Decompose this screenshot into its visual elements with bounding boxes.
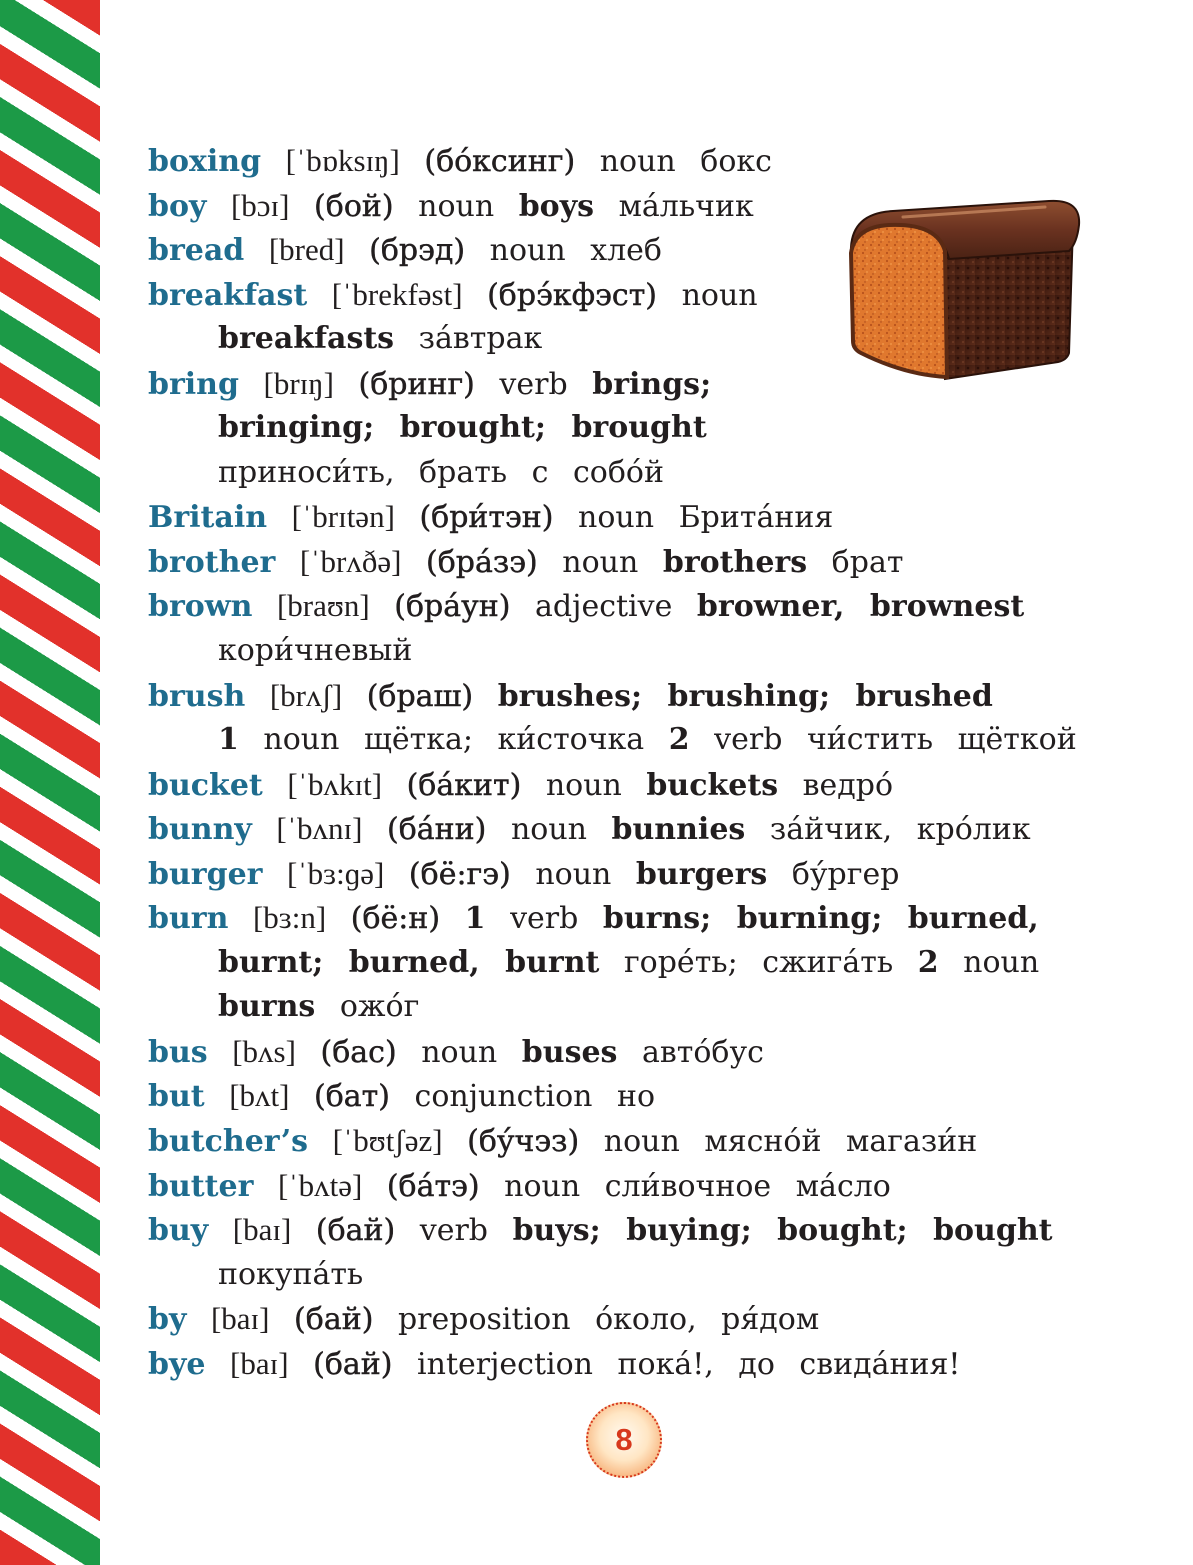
russian-transcription: (ба́ни) [387,812,487,848]
word-forms: burnt; burned, burnt [218,944,600,980]
headword: but [148,1079,205,1115]
word-forms: brothers [662,544,808,580]
word-forms: browner, brownest [696,589,1025,625]
sense-number: 2 [917,944,939,980]
word-forms: burns [218,989,316,1025]
ipa-transcription: [bʌt] [229,1078,290,1114]
word-forms: buckets [646,767,779,803]
russian-transcription: (бра́зэ) [426,544,538,580]
part-of-speech: verb [419,1213,489,1249]
entry-line [148,1030,1168,1075]
russian-transcription: (брэд) [369,233,466,269]
headword: bunny [148,812,252,848]
translation: кори́чневый [218,633,413,669]
entry-line [148,896,1168,941]
translation: за́йчик, кро́лик [769,812,1031,848]
translation: ожо́г [339,989,420,1025]
translation: пока́!, до свида́ния! [617,1346,961,1382]
russian-transcription: (бай) [315,1213,396,1249]
page-number-badge [586,1402,662,1478]
translation: за́втрак [418,321,543,357]
headword: brush [148,678,246,714]
part-of-speech: noun [562,544,639,580]
dictionary-entry [148,495,1168,540]
ipa-transcription: [ˈbɒksɪŋ] [285,143,400,178]
ipa-transcription: [bɔɪ] [230,187,290,223]
translation: но [617,1079,656,1115]
ipa-transcription: [brʌʃ] [269,677,343,713]
part-of-speech: noun [681,277,758,313]
ipa-transcription: [ˈbrʌðə] [299,543,402,579]
sense-number: 2 [668,722,690,758]
entry-line [148,763,1168,808]
russian-transcription: (бё:н) [350,901,441,937]
translation: чи́стить щёткой [806,722,1077,758]
headword: buy [148,1213,209,1249]
ipa-transcription: [bɜ:n] [252,900,327,936]
headword: bucket [148,767,263,803]
russian-transcription: (ба́кит) [406,767,522,803]
translation: ма́льчик [618,188,754,224]
part-of-speech: verb [499,366,568,402]
entry-line [148,1119,1168,1164]
ipa-transcription: [bʌs] [232,1033,296,1069]
striped-border-decoration [0,0,100,1565]
word-forms: burgers [635,856,768,892]
dictionary-entry [148,852,1168,897]
translation: о́коло, ря́дом [595,1302,820,1338]
headword: brown [148,589,253,625]
ipa-transcription: [baɪ] [210,1301,270,1337]
part-of-speech: verb [510,901,579,937]
word-forms: bringing; brought; brought [218,410,707,446]
word-forms: bunnies [611,812,746,848]
headword: bread [148,233,245,269]
russian-transcription: (ба́тэ) [386,1168,480,1204]
part-of-speech: noun [603,1124,680,1160]
sense-number: 1 [464,901,486,937]
entry-line [148,1297,1168,1342]
word-forms: boys [518,188,595,224]
entry-line [148,852,1168,897]
dictionary-entry [148,674,1168,763]
dictionary-entry [148,228,1168,273]
entry-line [148,718,1168,763]
ipa-transcription: [ˈbʌnɪ] [276,811,363,847]
ipa-transcription: [braʊn] [276,588,370,624]
part-of-speech: noun [418,188,495,224]
russian-transcription: (бас) [320,1034,397,1070]
entry-line [148,451,1168,496]
entry-line [148,807,1168,852]
part-of-speech: conjunction [414,1079,593,1115]
ipa-transcription: [bred] [268,232,345,268]
dictionary-entry [148,139,1168,184]
russian-transcription: (бо́ксинг) [424,144,576,179]
ipa-transcription: [ˈbɜ:ɡə] [287,855,385,891]
headword: butcher’s [148,1124,309,1160]
russian-transcription: (бу́чэз) [467,1124,580,1160]
entry-line [148,1164,1168,1209]
entry-line [148,941,1168,986]
russian-transcription: (бри́тэн) [419,500,554,536]
entry-line [148,406,1168,451]
ipa-transcription: [ˈbʊtʃəz] [332,1123,443,1159]
ipa-transcription: [brɪŋ] [263,365,334,401]
part-of-speech: noun [599,144,676,179]
entry-line [148,139,1168,184]
part-of-speech: noun [535,856,612,892]
dictionary-entries [148,139,1168,1386]
translation: сли́вочное ма́сло [604,1168,891,1204]
entry-line [148,228,1168,273]
part-of-speech: noun [421,1034,498,1070]
headword: boy [148,188,207,224]
translation: горе́ть; сжига́ть [623,944,894,980]
part-of-speech: adjective [535,589,673,625]
part-of-speech: noun [504,1168,581,1204]
entry-line [148,1253,1168,1298]
part-of-speech: interjection [417,1346,593,1382]
russian-transcription: (бринг) [358,366,475,402]
russian-transcription: (бай) [313,1346,393,1382]
entry-line [148,985,1168,1030]
word-forms: buys; buying; bought; bought [512,1213,1053,1249]
part-of-speech: noun [963,944,1040,980]
dictionary-entry [148,1208,1168,1297]
translation: бу́ргер [791,856,900,892]
dictionary-entry [148,273,1168,362]
ipa-transcription: [baɪ] [232,1212,292,1248]
translation: бокс [700,144,772,179]
dictionary-entry [148,1297,1168,1342]
headword: boxing [148,144,262,179]
translation: брат [831,544,904,580]
dictionary-entry [148,362,1168,496]
translation: мясно́й магази́н [704,1124,978,1160]
word-forms: brings; [592,366,712,402]
entry-line [148,674,1168,719]
translation: хлеб [590,233,662,269]
russian-transcription: (бай) [294,1302,374,1338]
headword: burn [148,901,229,937]
dictionary-entry [148,540,1168,585]
dictionary-entry [148,584,1168,673]
headword: brother [148,544,276,580]
entry-line [148,1342,1168,1387]
russian-transcription: (бё:гэ) [408,856,511,892]
ipa-transcription: [ˈbʌkɪt] [287,766,383,802]
headword: by [148,1302,187,1338]
dictionary-entry [148,1164,1168,1209]
ipa-transcription: [ˈbrɪtən] [291,499,395,535]
part-of-speech: noun [263,722,340,758]
russian-transcription: (бой) [314,188,394,224]
dictionary-entry [148,1342,1168,1387]
entry-line [148,184,1168,229]
translation: Брита́ния [678,500,834,536]
translation: щётка; ки́сточка [364,722,645,758]
dictionary-entry [148,763,1168,808]
headword: burger [148,856,263,892]
entry-line [148,273,1168,318]
part-of-speech: noun [545,767,622,803]
headword: bring [148,366,239,402]
translation: покупа́ть [218,1256,364,1292]
dictionary-entry [148,184,1168,229]
entry-line [148,584,1168,629]
entry-line [148,540,1168,585]
headword: Britain [148,500,268,536]
page-number: 8 [615,1422,633,1457]
word-forms: buses [521,1034,618,1070]
headword: breakfast [148,277,308,313]
part-of-speech: noun [578,500,655,536]
part-of-speech: preposition [397,1302,571,1338]
dictionary-entry [148,807,1168,852]
ipa-transcription: [ˈbrekfəst] [331,276,463,312]
part-of-speech: noun [489,233,566,269]
entry-line [148,317,1168,362]
entry-line [148,362,1168,407]
entry-line [148,1208,1168,1253]
entry-line [148,629,1168,674]
entry-line [148,495,1168,540]
dictionary-entry [148,896,1168,1030]
word-forms: breakfasts [218,321,395,357]
word-forms: brushes; brushing; brushed [497,678,993,714]
dictionary-entry [148,1074,1168,1119]
sense-number: 1 [218,722,239,758]
headword: bye [148,1346,206,1382]
dictionary-entry [148,1119,1168,1164]
translation: ведро́ [802,767,894,803]
dictionary-entry [148,1030,1168,1075]
headword: butter [148,1168,254,1204]
word-forms: burns; burning; burned, [602,901,1039,937]
part-of-speech: verb [714,722,783,758]
part-of-speech: noun [510,812,587,848]
russian-transcription: (брэ́кфэст) [487,277,658,313]
ipa-transcription: [baɪ] [230,1345,289,1381]
russian-transcription: (браш) [366,678,474,714]
headword: bus [148,1034,208,1070]
translation: приноси́ть, брать с собо́й [218,454,664,490]
translation: авто́бус [642,1034,764,1070]
ipa-transcription: [ˈbʌtə] [277,1167,363,1203]
entry-line [148,1074,1168,1119]
russian-transcription: (бра́ун) [394,589,511,625]
russian-transcription: (бат) [314,1079,390,1115]
